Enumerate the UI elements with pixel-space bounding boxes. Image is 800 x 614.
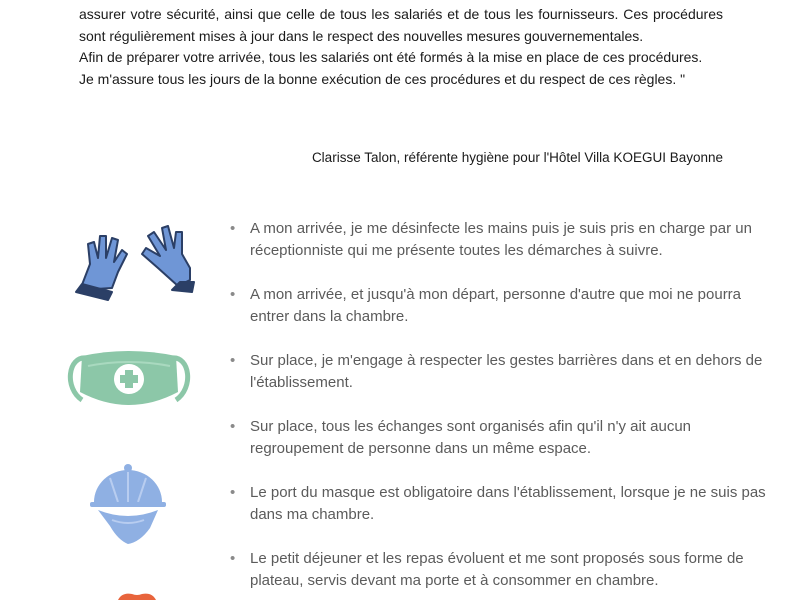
bullet-dot: • <box>230 286 236 303</box>
intro-paragraph-1: assurer votre sécurité, ainsi que celle de tous les salariés et de tous les fournisseurs. Ces procédures sont régulièrement mises à jour dans le respect des nouvelles mesures gouvernementales. <box>79 6 723 44</box>
intro-paragraph-3: Je m'assure tous les jours de la bonne exécution de ces procédures et du respect de ces règles. " <box>79 70 686 87</box>
list-item <box>228 416 773 460</box>
list-item <box>228 548 773 592</box>
list-item-text: Sur place, je m'engage à respecter les gestes barrières dans et en dehors de l'établissement. <box>250 352 763 391</box>
gloves-icon <box>68 218 198 302</box>
list-item-text: Sur place, tous les échanges sont organisés afin qu'il n'y ait aucun regroupement de personne dans un même espace. <box>250 418 691 457</box>
face-mask-icon <box>60 348 198 412</box>
bullet-dot: • <box>230 550 236 567</box>
bullet-dot: • <box>230 418 236 435</box>
list-item <box>228 218 773 262</box>
partial-orange-icon <box>112 592 162 600</box>
list-item-text: Le petit déjeuner et les repas évoluent et me sont proposés sous forme de plateau, servis devant ma porte et à consommer en chambre. <box>250 550 744 589</box>
list-item <box>228 284 773 328</box>
list-item-text: Le port du masque est obligatoire dans l'établissement, lorsque je ne suis pas dans ma chambre. <box>250 484 766 523</box>
bullet-dot: • <box>230 484 236 501</box>
intro-text <box>79 0 723 90</box>
list-item <box>228 350 773 394</box>
bullet-list <box>228 218 773 614</box>
list-item <box>228 482 773 526</box>
list-item-text: A mon arrivée, je me désinfecte les mains puis je suis pris en charge par un réceptionniste qui me présente toutes les démarches à suivre. <box>250 220 752 259</box>
bullet-dot: • <box>230 220 236 237</box>
room-service-tray-icon <box>88 462 170 548</box>
intro-paragraph-2: Afin de préparer votre arrivée, tous les salariés ont été formés à la mise en place de ces procédures. <box>79 49 703 65</box>
list-item-text: A mon arrivée, et jusqu'à mon départ, personne d'autre que moi ne pourra entrer dans la chambre. <box>250 286 742 325</box>
bullet-dot: • <box>230 352 236 369</box>
signature: Clarisse Talon, référente hygiène pour l'Hôtel Villa KOEGUI Bayonne <box>311 150 723 165</box>
